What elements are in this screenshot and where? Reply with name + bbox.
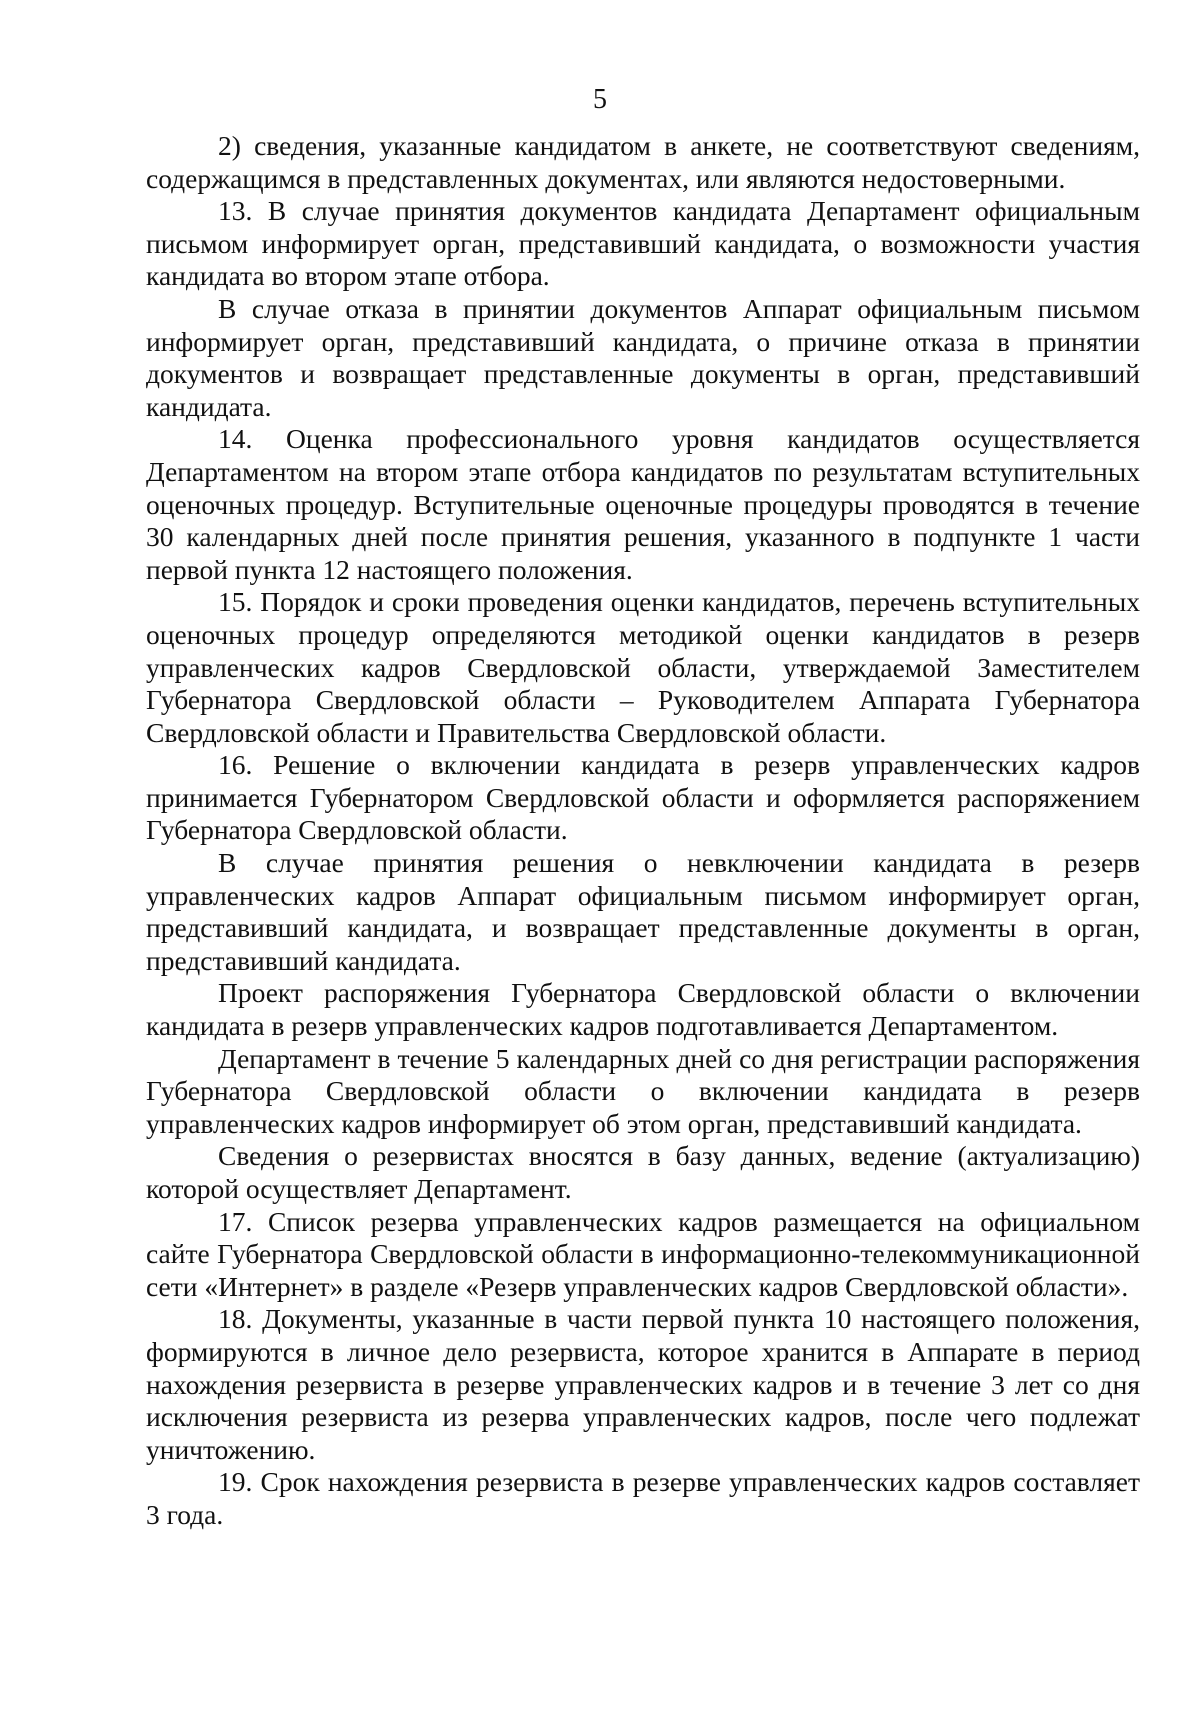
paragraph: 14. Оценка профессионального уровня кандидатов осуществляется Департаментом на втором этапе отбора кандидатов по результатам вступительных оценочных процедур. Вступительные оценочные процедуры проводятся в течение 30 календарных дней после принятия решения, указанного в подпункте 1 части первой пункта 12 настоящего положения. [146,423,1140,585]
paragraph: 2) сведения, указанные кандидатом в анкете, не соответствуют сведениям, содержащимся в представленных документах, или являются недостоверными. [146,130,1140,194]
paragraph: Департамент в течение 5 календарных дней со дня регистрации распоряжения Губернатора Свердловской области о включении кандидата в резерв управленческих кадров информирует об этом орган, представивший кандидата. [146,1042,1140,1139]
paragraph: Проект распоряжения Губернатора Свердловской области о включении кандидата в резерв управленческих кадров подготавливается Департаментом. [146,977,1140,1042]
paragraph: 17. Список резерва управленческих кадров размещается на официальном сайте Губернатора Свердловской области в информационно-телекоммуникационной сети «Интернет» в разделе «Резерв управленческих кадров Свердловской области». [146,1205,1140,1302]
paragraph: 18. Документы, указанные в части первой пункта 10 настоящего положения, формируются в личное дело резервиста, которое хранится в Аппарате в период нахождения резервиста в резерве управленческих кадров и в течение 3 лет со дня исключения резервиста из резерва управленческих кадров, после чего подлежат уничтожению. [146,1303,1140,1465]
paragraph: В случае отказа в принятии документов Аппарат официальным письмом информирует орган, представивший кандидата, о причине отказа в принятии документов и возвращает представленные документы в орган, представивший кандидата. [146,292,1140,422]
document-body [146,130,1140,1532]
paragraph: Сведения о резервистах вносятся в базу данных, ведение (актуализацию) которой осуществляет Департамент. [146,1140,1140,1204]
paragraph: 15. Порядок и сроки проведения оценки кандидатов, перечень вступительных оценочных процедур определяются методикой оценки кандидатов в резерв управленческих кадров Свердловской области, утверждаемой Заместителем Губернатора Свердловской области – Руководителем Аппарата Губернатора Свердловской области и Правительства Свердловской области. [146,586,1140,748]
page-number: 5 [593,84,607,115]
paragraph: 16. Решение о включении кандидата в резерв управленческих кадров принимается Губернатором Свердловской области и оформляется распоряжением Губернатора Свердловской области. [146,749,1140,846]
paragraph: В случае принятия решения о невключении кандидата в резерв управленческих кадров Аппарат официальным письмом информирует орган, представивший кандидата, и возвращает представленные документы в орган, представивший кандидата. [146,847,1140,976]
paragraph: 13. В случае принятия документов кандидата Департамент официальным письмом информирует орган, представивший кандидата, о возможности участия кандидата во втором этапе отбора. [146,195,1140,292]
paragraph: 19. Срок нахождения резервиста в резерве управленческих кадров составляет 3 года. [146,1466,1140,1530]
